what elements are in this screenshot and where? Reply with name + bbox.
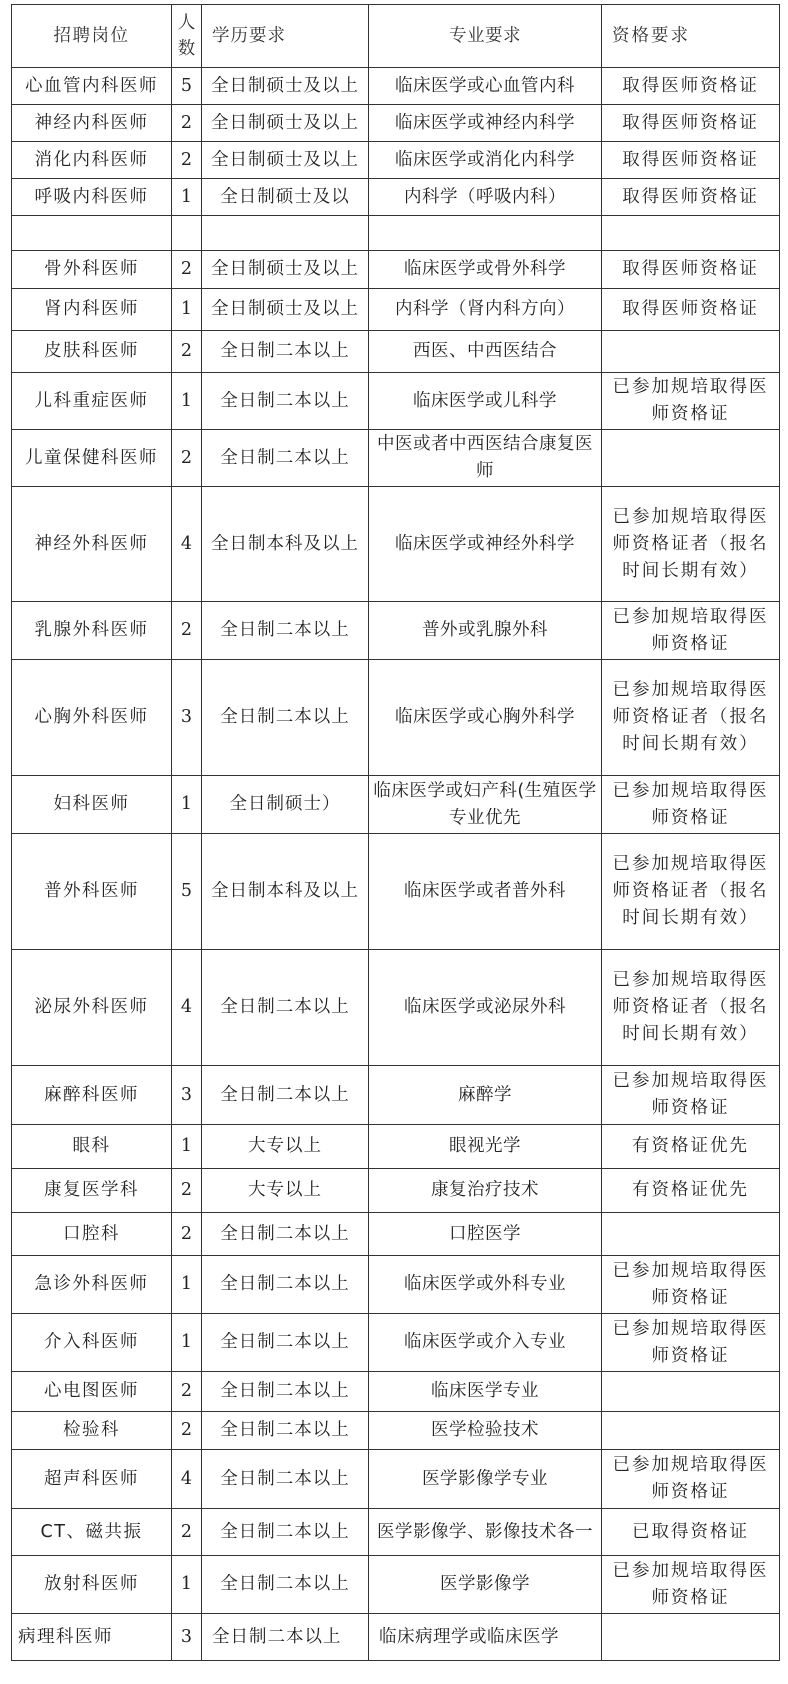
cell-qualification: 已取得资格证 — [602, 1509, 780, 1556]
cell-education: 全日制二本以上 — [202, 1314, 369, 1372]
cell-education: 全日制二本以上 — [202, 1256, 369, 1314]
table-row — [12, 1614, 780, 1661]
cell-count: 2 — [172, 1169, 202, 1213]
cell-education: 全日制二本以上 — [202, 602, 369, 660]
cell-major: 临床医学或心胸外科学 — [369, 660, 602, 776]
cell-qualification — [602, 1412, 780, 1450]
cell-major: 临床医学或外科专业 — [369, 1256, 602, 1314]
cell-count: 2 — [172, 1509, 202, 1556]
cell-qualification: 有资格证优先 — [602, 1169, 780, 1213]
cell-qualification: 取得医师资格证 — [602, 251, 780, 289]
cell-qualification — [602, 1372, 780, 1412]
cell-major: 临床医学或泌尿外科 — [369, 950, 602, 1066]
cell-position: 心胸外科医师 — [12, 660, 172, 776]
cell-position: 病理科医师 — [12, 1614, 172, 1661]
cell-qualification: 取得医师资格证 — [602, 105, 780, 142]
cell-qualification — [602, 331, 780, 373]
cell-major: 麻醉学 — [369, 1066, 602, 1125]
cell-count: 4 — [172, 1450, 202, 1509]
cell-qualification: 已参加规培取得医师资格证 — [602, 1556, 780, 1614]
cell-education: 全日制二本以上 — [202, 1614, 369, 1661]
cell-qualification: 已参加规培取得医师资格证 — [602, 602, 780, 660]
cell-education: 全日制硕士及以上 — [202, 251, 369, 289]
cell-education — [202, 216, 369, 251]
header-education: 学历要求 — [202, 5, 369, 68]
table-row — [12, 776, 780, 834]
cell-position: 泌尿外科医师 — [12, 950, 172, 1066]
cell-count: 1 — [172, 373, 202, 430]
cell-qualification: 已参加规培取得医师资格证者（报名时间长期有效） — [602, 487, 780, 602]
cell-major: 医学检验技术 — [369, 1412, 602, 1450]
cell-major — [369, 216, 602, 251]
cell-count: 2 — [172, 105, 202, 142]
table-row — [12, 1169, 780, 1213]
cell-qualification: 取得医师资格证 — [602, 179, 780, 216]
cell-education: 全日制本科及以上 — [202, 487, 369, 602]
table-row — [12, 1372, 780, 1412]
cell-education: 全日制二本以上 — [202, 950, 369, 1066]
cell-position — [12, 216, 172, 251]
cell-count: 1 — [172, 1256, 202, 1314]
cell-count — [172, 216, 202, 251]
cell-qualification: 有资格证优先 — [602, 1125, 780, 1169]
table-row — [12, 1314, 780, 1372]
cell-count: 5 — [172, 68, 202, 105]
table-row — [12, 179, 780, 216]
cell-education: 大专以上 — [202, 1125, 369, 1169]
cell-position: 妇科医师 — [12, 776, 172, 834]
cell-education: 全日制硕士及以上 — [202, 68, 369, 105]
cell-education: 全日制硕士及以上 — [202, 105, 369, 142]
cell-major: 康复治疗技术 — [369, 1169, 602, 1213]
cell-education: 全日制硕士及以上 — [202, 142, 369, 179]
cell-major: 普外或乳腺外科 — [369, 602, 602, 660]
cell-position: 口腔科 — [12, 1213, 172, 1256]
cell-qualification — [602, 1213, 780, 1256]
cell-position: 放射科医师 — [12, 1556, 172, 1614]
cell-major: 医学影像学专业 — [369, 1450, 602, 1509]
cell-major: 临床医学或儿科学 — [369, 373, 602, 430]
cell-position: 普外科医师 — [12, 834, 172, 950]
cell-education: 全日制硕士及以上 — [202, 289, 369, 331]
cell-position: 神经内科医师 — [12, 105, 172, 142]
table-row — [12, 660, 780, 776]
table-row — [12, 105, 780, 142]
cell-major: 临床医学或神经内科学 — [369, 105, 602, 142]
cell-count: 1 — [172, 1556, 202, 1614]
cell-major: 西医、中西医结合 — [369, 331, 602, 373]
table-row — [12, 1556, 780, 1614]
cell-qualification: 已参加规培取得医师资格证者（报名时间长期有效） — [602, 950, 780, 1066]
cell-education: 全日制二本以上 — [202, 1412, 369, 1450]
cell-position: 儿童保健科医师 — [12, 430, 172, 487]
cell-position: 心电图医师 — [12, 1372, 172, 1412]
table-row — [12, 216, 780, 251]
cell-qualification: 已参加规培取得医师资格证 — [602, 1314, 780, 1372]
cell-position: 麻醉科医师 — [12, 1066, 172, 1125]
cell-position: 急诊外科医师 — [12, 1256, 172, 1314]
cell-major: 临床医学专业 — [369, 1372, 602, 1412]
cell-qualification: 已参加规培取得医师资格证 — [602, 776, 780, 834]
cell-count: 4 — [172, 950, 202, 1066]
cell-major: 医学影像学、影像技术各一 — [369, 1509, 602, 1556]
cell-count: 1 — [172, 289, 202, 331]
cell-position: 心血管内科医师 — [12, 68, 172, 105]
cell-position: 乳腺外科医师 — [12, 602, 172, 660]
cell-education: 全日制二本以上 — [202, 1509, 369, 1556]
header-major: 专业要求 — [369, 5, 602, 68]
table-row — [12, 373, 780, 430]
header-position: 招聘岗位 — [12, 5, 172, 68]
cell-education: 全日制二本以上 — [202, 331, 369, 373]
cell-count: 3 — [172, 1066, 202, 1125]
cell-major: 内科学（肾内科方向） — [369, 289, 602, 331]
cell-major: 临床医学或消化内科学 — [369, 142, 602, 179]
table-row — [12, 602, 780, 660]
cell-major: 中医或者中西医结合康复医师 — [369, 430, 602, 487]
cell-position: 呼吸内科医师 — [12, 179, 172, 216]
cell-count: 2 — [172, 251, 202, 289]
cell-count: 4 — [172, 487, 202, 602]
table-row — [12, 1412, 780, 1450]
cell-education: 全日制硕士及以 — [202, 179, 369, 216]
cell-count: 2 — [172, 602, 202, 660]
recruitment-table — [11, 4, 780, 1661]
cell-education: 全日制硕士） — [202, 776, 369, 834]
cell-major: 临床医学或妇产科(生殖医学专业优先 — [369, 776, 602, 834]
cell-count: 3 — [172, 1614, 202, 1661]
cell-position: 眼科 — [12, 1125, 172, 1169]
table-row — [12, 950, 780, 1066]
header-qualification: 资格要求 — [602, 5, 780, 68]
table-row — [12, 1256, 780, 1314]
cell-count: 1 — [172, 1314, 202, 1372]
cell-count: 1 — [172, 776, 202, 834]
cell-major: 临床医学或骨外科学 — [369, 251, 602, 289]
table-row — [12, 1125, 780, 1169]
cell-qualification: 已参加规培取得医师资格证者（报名时间长期有效） — [602, 660, 780, 776]
cell-position: 介入科医师 — [12, 1314, 172, 1372]
cell-qualification: 取得医师资格证 — [602, 68, 780, 105]
table-row — [12, 430, 780, 487]
cell-education: 全日制本科及以上 — [202, 834, 369, 950]
cell-education: 全日制二本以上 — [202, 1213, 369, 1256]
cell-qualification: 取得医师资格证 — [602, 289, 780, 331]
cell-count: 2 — [172, 1412, 202, 1450]
cell-major: 医学影像学 — [369, 1556, 602, 1614]
cell-position: 骨外科医师 — [12, 251, 172, 289]
cell-major: 口腔医学 — [369, 1213, 602, 1256]
table-row — [12, 289, 780, 331]
cell-count: 5 — [172, 834, 202, 950]
cell-position: 肾内科医师 — [12, 289, 172, 331]
cell-count: 2 — [172, 1372, 202, 1412]
cell-qualification: 已参加规培取得医师资格证 — [602, 1256, 780, 1314]
table-row — [12, 487, 780, 602]
cell-education: 全日制二本以上 — [202, 430, 369, 487]
cell-qualification — [602, 430, 780, 487]
header-count: 人数 — [172, 5, 202, 68]
table-row — [12, 68, 780, 105]
cell-count: 1 — [172, 179, 202, 216]
cell-qualification: 已参加规培取得医师资格证 — [602, 1450, 780, 1509]
header-row — [12, 5, 780, 68]
table-row — [12, 834, 780, 950]
cell-major: 临床医学或者普外科 — [369, 834, 602, 950]
cell-major: 临床医学或神经外科学 — [369, 487, 602, 602]
cell-position: 检验科 — [12, 1412, 172, 1450]
cell-position: 超声科医师 — [12, 1450, 172, 1509]
cell-qualification: 已参加规培取得医师资格证 — [602, 373, 780, 430]
cell-position: 康复医学科 — [12, 1169, 172, 1213]
cell-count: 2 — [172, 142, 202, 179]
cell-count: 2 — [172, 1213, 202, 1256]
cell-count: 3 — [172, 660, 202, 776]
cell-qualification — [602, 1614, 780, 1661]
table-row — [12, 251, 780, 289]
cell-position: 皮肤科医师 — [12, 331, 172, 373]
cell-position: 儿科重症医师 — [12, 373, 172, 430]
cell-education: 全日制二本以上 — [202, 1450, 369, 1509]
cell-major: 临床医学或心血管内科 — [369, 68, 602, 105]
cell-major: 临床病理学或临床医学 — [369, 1614, 602, 1661]
cell-education: 全日制二本以上 — [202, 373, 369, 430]
cell-qualification: 已参加规培取得医师资格证 — [602, 1066, 780, 1125]
table-row — [12, 1509, 780, 1556]
cell-education: 全日制二本以上 — [202, 1066, 369, 1125]
table-row — [12, 1213, 780, 1256]
cell-count: 2 — [172, 430, 202, 487]
table-row — [12, 1066, 780, 1125]
cell-qualification: 取得医师资格证 — [602, 142, 780, 179]
table-row — [12, 142, 780, 179]
table-row — [12, 1450, 780, 1509]
cell-education: 全日制二本以上 — [202, 1556, 369, 1614]
cell-education: 全日制二本以上 — [202, 1372, 369, 1412]
cell-count: 2 — [172, 331, 202, 373]
cell-education: 大专以上 — [202, 1169, 369, 1213]
cell-position: CT、磁共振 — [12, 1509, 172, 1556]
cell-major: 临床医学或介入专业 — [369, 1314, 602, 1372]
cell-qualification — [602, 216, 780, 251]
cell-position: 神经外科医师 — [12, 487, 172, 602]
cell-count: 1 — [172, 1125, 202, 1169]
cell-education: 全日制二本以上 — [202, 660, 369, 776]
cell-major: 内科学（呼吸内科） — [369, 179, 602, 216]
cell-major: 眼视光学 — [369, 1125, 602, 1169]
cell-position: 消化内科医师 — [12, 142, 172, 179]
table-row — [12, 331, 780, 373]
cell-qualification: 已参加规培取得医师资格证者（报名时间长期有效） — [602, 834, 780, 950]
